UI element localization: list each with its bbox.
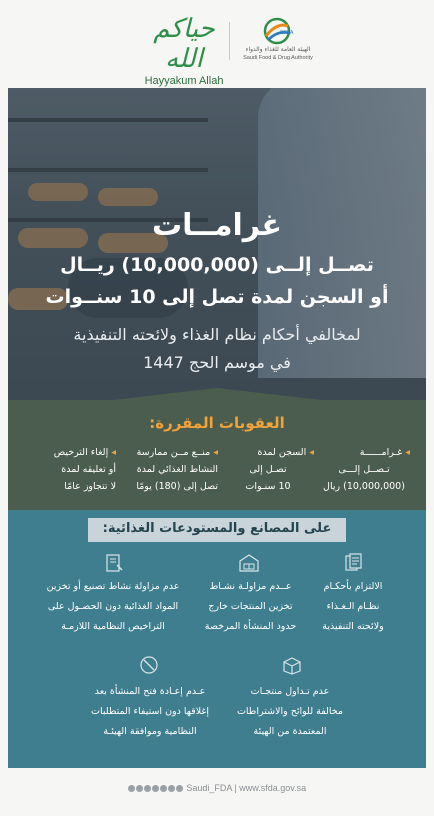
factory-rule-license: [38, 577, 188, 637]
penalty-fine-line2: تـصــل إلـــى: [338, 464, 390, 475]
penalty-prison-line3: 10 سنـوات: [245, 481, 291, 492]
penalty-fine: [318, 444, 410, 495]
social-handle[interactable]: Saudi_FDA: [186, 783, 232, 793]
youtube-icon[interactable]: [144, 785, 151, 792]
website-link[interactable]: www.sfda.gov.sa: [239, 783, 307, 793]
hero-fine-line: تصــل إلــى (10,000,000) ريــال: [60, 254, 374, 276]
factory-rule-storage-line1: عــدم مزاولـة نشـاط: [209, 581, 292, 592]
factories-title: على المصانع والمستودعات الغذائية:: [102, 521, 332, 536]
hero-prison-line: أو السجن لمدة تصل إلى 10 سنــوات: [45, 286, 389, 308]
factory-rule-reopen-line1: عـدم إعـادة فتح المنشأة بعد: [94, 686, 206, 697]
penalties-title: العقوبات المقررة:: [149, 414, 285, 432]
penalty-license-line1: إلغاء الترخيص: [53, 447, 109, 458]
factory-rule-reopen-line2: إغلاقها دون استيفاء المتطلبات: [91, 706, 209, 717]
tiktok-icon[interactable]: [176, 785, 183, 792]
products-boxes-icon: [281, 655, 303, 675]
bullet-arrow-icon: ◂: [213, 447, 218, 458]
factory-rule-products-line3: المعتمدة من الهيئة: [253, 726, 327, 737]
svg-text:SFDA: SFDA: [280, 30, 294, 36]
documents-icon: [343, 553, 365, 573]
factory-rule-products: [230, 682, 350, 742]
penalty-license-line3: لا تتجاوز عامًا: [64, 481, 116, 492]
social-icons: [128, 783, 187, 793]
bullet-arrow-icon: ◂: [111, 447, 116, 458]
penalty-ban-line3: تصل إلى (180) يومًا: [136, 481, 218, 492]
factory-rule-comply-line1: الالتزام بأحكـام: [323, 581, 383, 592]
factory-rule-comply-line3: ولائحته التنفيذية: [322, 621, 384, 632]
snapchat-icon[interactable]: [128, 785, 135, 792]
penalty-license-line2: أو تعليقه لمدة: [61, 464, 116, 475]
hayyakum-allah-logo: [138, 14, 230, 87]
hero-title: غرامــات: [152, 208, 282, 243]
hero-subtitle: لمخالفي أحكام نظام الغذاء ولائحته التنفيذية: [73, 325, 361, 344]
factory-rule-reopen-line3: النظامية وموافقة الهيئـة: [103, 726, 197, 737]
sfda-emblem-icon: [260, 16, 294, 46]
linkedin-icon[interactable]: [152, 785, 159, 792]
penalty-prison-line1: السجن لمدة: [257, 447, 307, 458]
factory-rule-products-line2: مخالفة للوائح والاشتراطات: [236, 706, 344, 717]
factory-rule-storage-line2: تخزين المنتجات خارج: [208, 601, 293, 612]
bullet-arrow-icon: ◂: [309, 447, 314, 458]
factory-rule-comply: [313, 577, 393, 637]
footer-separator: |: [234, 783, 237, 793]
factory-rule-license-line2: المواد الغذائية دون الحصـول على: [47, 601, 179, 612]
factory-rule-comply-line2: نظـام الـغـذاء: [326, 601, 380, 612]
penalty-fine-line3: (10,000,000) ريال: [323, 481, 405, 492]
instagram-icon[interactable]: [136, 785, 143, 792]
closed-facility-icon: [138, 655, 160, 675]
sfda-name-english: Saudi Food & Drug Authority: [243, 55, 313, 61]
facebook-icon[interactable]: [160, 785, 167, 792]
penalty-fine-line1: غـرامــــــة: [359, 447, 403, 458]
factory-rule-storage-line3: حدود المنشأة المرخصة: [204, 621, 297, 632]
factory-rule-reopen: [80, 682, 220, 742]
bullet-arrow-icon: ◂: [405, 447, 410, 458]
hayyakum-logo-arabic: حياكم الله: [153, 14, 215, 74]
factory-rule-license-line1: عدم مزاولة نشاط تصنيع أو تخزين: [46, 581, 180, 592]
penalty-ban-line1: منــع مــن ممارسة: [136, 447, 211, 458]
sfda-name-arabic: الهيئة العامة للغذاء والدواء: [245, 46, 311, 53]
penalty-ban: [118, 444, 218, 495]
footer: [0, 783, 434, 793]
penalty-ban-line2: النشاط الغذائي لمدة: [136, 464, 218, 475]
x-icon[interactable]: [168, 785, 175, 792]
penalty-license: [24, 444, 116, 495]
factory-rule-license-line3: التراخيص النظامية اللازمـة: [61, 621, 165, 632]
sfda-logo: [238, 16, 318, 66]
factory-rule-storage: [198, 577, 303, 637]
warehouse-boxes-icon: [238, 553, 260, 573]
penalty-prison: [222, 444, 314, 495]
hero-season: في موسم الحج 1447: [143, 353, 291, 372]
license-document-icon: [103, 553, 125, 573]
header: [0, 0, 434, 87]
logo-divider: [229, 22, 230, 60]
hayyakum-logo-english: Hayyakum Allah: [144, 75, 224, 87]
penalty-prison-line2: تصـل إلى: [249, 464, 287, 475]
factory-rule-products-line1: عدم تـداول منتجـات: [250, 686, 330, 697]
